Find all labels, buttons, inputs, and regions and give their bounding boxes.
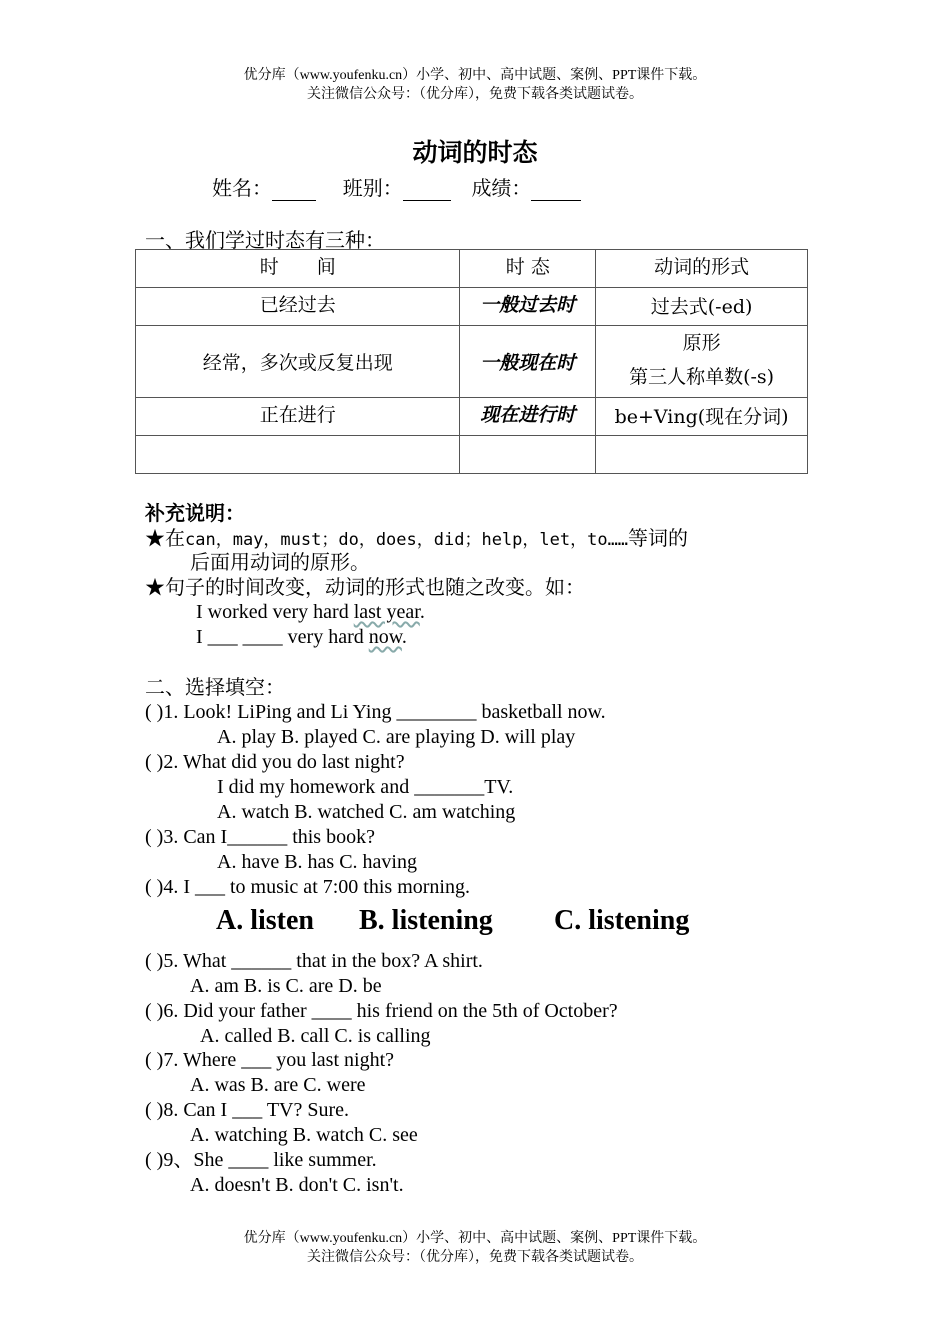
question-5-options: A. am B. is C. are D. be — [190, 975, 382, 997]
cell-form: be+Ving(现在分词) — [596, 398, 808, 436]
footer-line-1: 优分库（www.youfenku.cn）小学、初中、高中试题、案例、PPT课件下载。 — [243, 1231, 707, 1246]
header-time: 时 间 — [136, 250, 460, 288]
cell-empty[interactable] — [596, 436, 808, 474]
question-8-options: A. watching B. watch C. see — [190, 1124, 418, 1146]
table-row-empty — [136, 436, 808, 474]
question-1: ( )1. Look! LiPing and Li Ying ________ basketball now. — [145, 701, 606, 723]
question-8: ( )8. Can I ___ TV? Sure. — [145, 1099, 350, 1121]
page-title: 动词的时态 — [412, 138, 538, 167]
cell-form — [596, 326, 808, 398]
question-6-options: A. called B. call C. is calling — [200, 1025, 431, 1047]
supplement-heading: 补充说明： — [145, 501, 245, 525]
supplement-note-2: ★句子的时间改变，动词的形式也随之改变。如： — [145, 575, 585, 599]
supplement-note-1 — [145, 526, 688, 552]
note1-text: 等词的 — [628, 526, 689, 550]
section2-heading: 二、选择填空： — [145, 675, 285, 699]
cell-form — [596, 288, 808, 326]
question-6: ( )6. Did your father ____ his friend on the 5th of October? — [145, 1000, 618, 1022]
example-time-phrase: now — [368, 626, 402, 648]
cell-tense: 一般过去时 — [460, 288, 596, 326]
cell-tense: 一般现在时 — [460, 326, 596, 398]
table-row — [136, 326, 808, 398]
header-form: 动词的形式 — [596, 250, 808, 288]
student-info-line — [212, 172, 581, 201]
question-2-options: A. watch B. watched C. am watching — [217, 801, 516, 823]
example-text: I worked very hard — [196, 601, 354, 623]
name-blank[interactable] — [272, 178, 316, 201]
question-1-options: A. play B. played C. are playing D. will play — [217, 726, 576, 748]
example-text: . — [419, 601, 425, 623]
section1-heading: 一、我们学过时态有三种： — [145, 228, 385, 252]
footer-line-2: 关注微信公众号：（优分库），免费下载各类试题试卷。 — [307, 1250, 643, 1265]
supplement-note-1-cont: 后面用动词的原形。 — [190, 550, 370, 574]
question-2-sub: I did my homework and _______TV. — [217, 776, 514, 798]
question-3: ( )3. Can I______ this book? — [145, 826, 375, 848]
score-label: 成绩： — [471, 176, 532, 200]
question-4: ( )4. I ___ to music at 7:00 this morning. — [145, 876, 470, 898]
form-text: 原形 — [682, 332, 721, 354]
tense-table — [135, 249, 808, 474]
question-4-options — [216, 905, 689, 937]
option-a: A. listen — [216, 905, 314, 936]
question-5: ( )5. What ______ that in the box? A shirt. — [145, 950, 483, 972]
question-3-options: A. have B. has C. having — [217, 851, 417, 873]
score-blank[interactable] — [531, 178, 581, 201]
example-sentence-2 — [196, 625, 407, 649]
option-b: B. listening — [359, 905, 493, 936]
header-tense: 时 态 — [460, 250, 596, 288]
form-text: 过去式(-ed) — [650, 296, 753, 318]
question-7-options: A. was B. are C. were — [190, 1074, 366, 1096]
cell-time: 经常，多次或反复出现 — [136, 326, 460, 398]
table-header-row — [136, 250, 808, 288]
cell-time: 正在进行 — [136, 398, 460, 436]
cell-time: 已经过去 — [136, 288, 460, 326]
header-line-2: 关注微信公众号：（优分库），免费下载各类试题试卷。 — [307, 87, 643, 102]
question-7: ( )7. Where ___ you last night? — [145, 1049, 395, 1071]
question-2: ( )2. What did you do last night? — [145, 751, 405, 773]
table-row — [136, 288, 808, 326]
form-text: 第三人称单数(-s) — [629, 366, 775, 388]
table-row — [136, 398, 808, 436]
header-line-1: 优分库（www.youfenku.cn）小学、初中、高中试题、案例、PPT课件下载。 — [243, 68, 707, 83]
question-9-options: A. doesn't B. don't C. isn't. — [190, 1174, 404, 1196]
cell-tense: 现在进行时 — [460, 398, 596, 436]
name-label: 姓名： — [212, 176, 272, 200]
note1-text: ★在 — [145, 526, 185, 550]
class-label: 班别： — [342, 176, 403, 200]
example-sentence-1 — [196, 600, 425, 624]
cell-empty[interactable] — [460, 436, 596, 474]
example-time-phrase: last year — [353, 601, 420, 623]
option-c: C. listening — [554, 905, 690, 936]
example-text: I ___ ____ very hard — [196, 626, 369, 648]
example-text: . — [401, 626, 407, 648]
cell-empty[interactable] — [136, 436, 460, 474]
question-9: ( )9、She ____ like summer. — [145, 1149, 377, 1171]
class-blank[interactable] — [403, 178, 451, 201]
note1-words: can，may，must；do，does，did；help，let，to…… — [185, 530, 629, 550]
